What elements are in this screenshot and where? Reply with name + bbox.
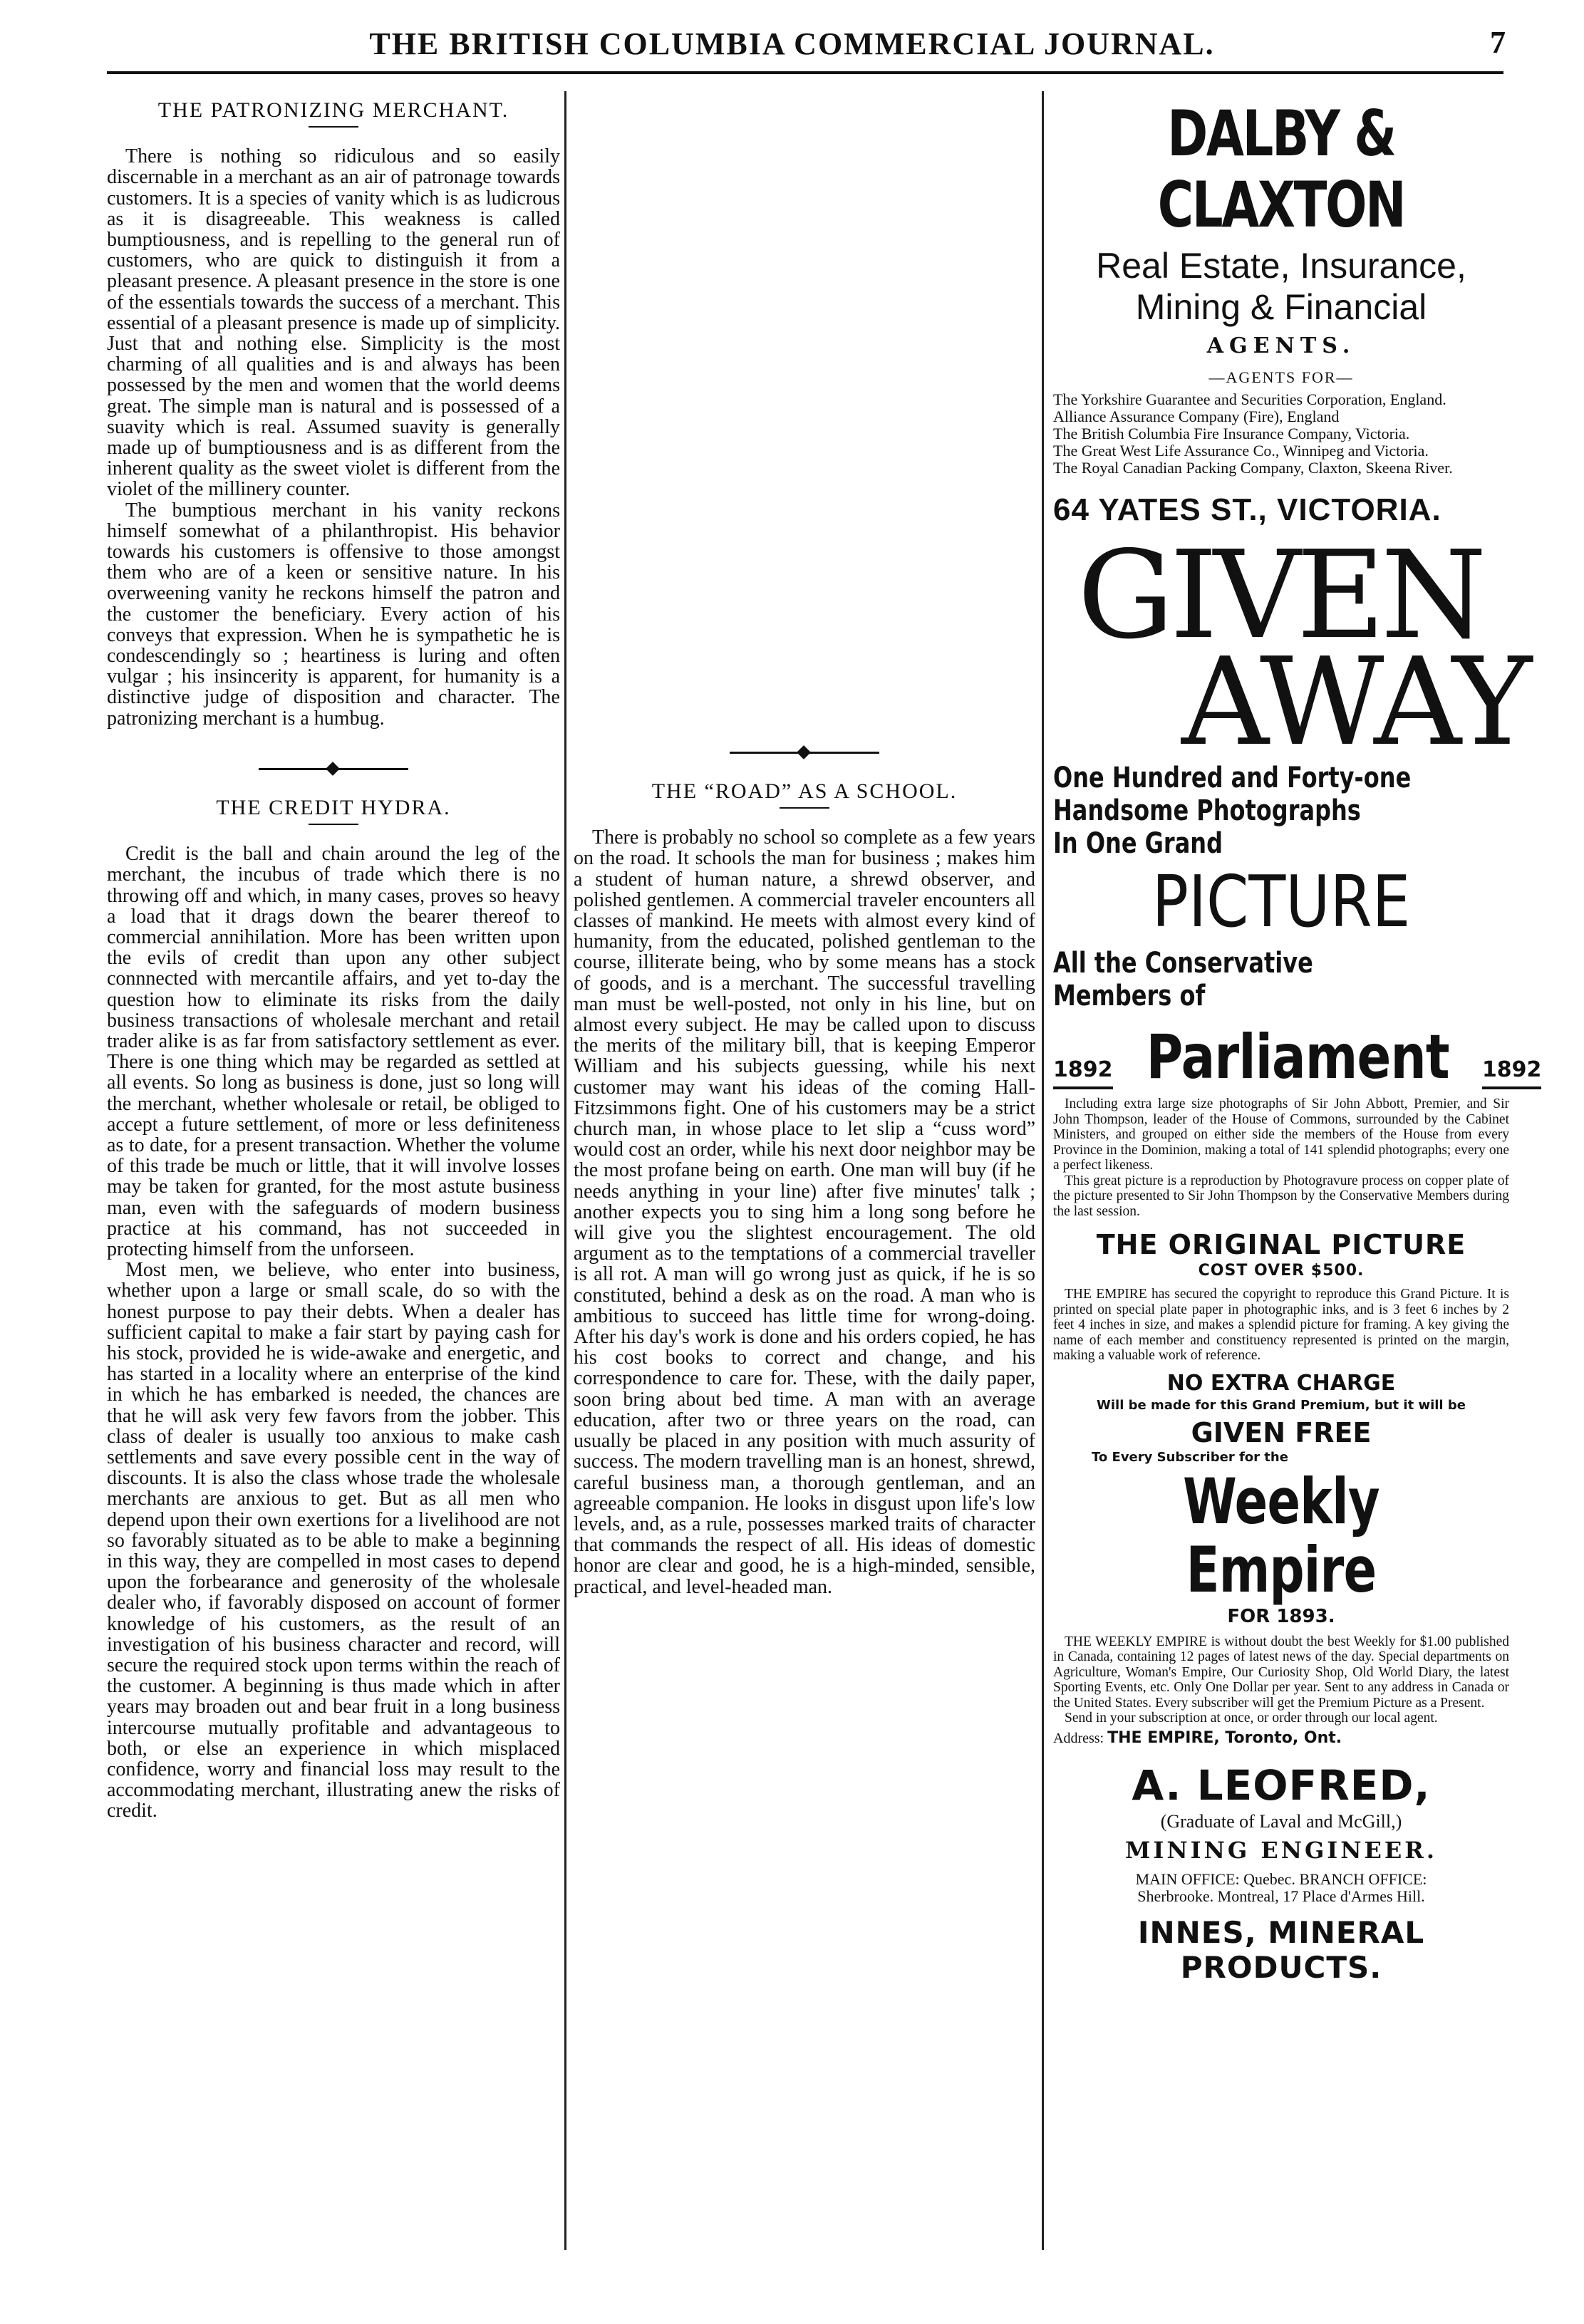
- article-title-patronizing: THE PATRONIZING MERCHANT.: [157, 98, 509, 122]
- ad-original-picture: THE ORIGINAL PICTURE: [1096, 1229, 1466, 1260]
- page-number: 7: [1490, 25, 1506, 60]
- ad-agents-heading: AGENTS.: [1206, 333, 1356, 358]
- ad-footer-banner: INNES, MINERAL PRODUCTS.: [1137, 1914, 1425, 1985]
- masthead: [0, 20, 1584, 70]
- section-ornament: [730, 749, 879, 755]
- ad-away-word: AWAY: [1181, 632, 1528, 773]
- header-rule: [107, 71, 1503, 74]
- ad-office-line: MAIN OFFICE: Quebec. BRANCH OFFICE:: [1135, 1869, 1427, 1888]
- ad-leofred: [1053, 1761, 1509, 1985]
- ad-year-right: 1892: [1482, 1057, 1542, 1089]
- paragraph: Credit is the ball and chain around the leg of the merchant, the incubus of trade which there is no throwing off and which, in many cases, proves so heavy a load that it drags down the bearer thereof to commercial annihilation. More has been written upon the evils of credit than upon any other subject connnected with mercantile affairs, and yet to-day the question how to eliminate its risks from the daily business transactions of wholesale merchant and retail trader alike is as far from satisfactory settlement as ever. There is one thing which may be regarded as settled at all events. So long as business is done, just so long will the merchant, whether wholesale or retail, be obliged to accept a future settlement, of more or less definiteness as to date, for a present transaction. Whether the volume of this trade be much or little, that it will involve losses may be taken for granted, for the most astute business man, even with the safeguards of modern business practice at his command, has not succeeded in protecting himself from the unforseen.: [107, 843, 560, 1260]
- ad-headline-line: Handsome Photographs: [1053, 794, 1361, 827]
- title-rule: [780, 807, 829, 809]
- ad-empire-address: [1053, 1729, 1509, 1747]
- ad-cost: COST OVER $500.: [1198, 1262, 1365, 1280]
- article-title-road: THE “ROAD” AS A SCHOOL.: [651, 779, 958, 803]
- advertisement-column: [1053, 91, 1542, 1985]
- article-title-credit: THE CREDIT HYDRA.: [216, 795, 451, 819]
- ad-dalby-address: 64 YATES ST., VICTORIA.: [1053, 492, 1441, 527]
- ad-headline-line: All the Conservative: [1053, 947, 1313, 980]
- ad-description: [1053, 1096, 1509, 1219]
- ad-leofred-title: MINING ENGINEER.: [1124, 1836, 1438, 1864]
- list-item: The Royal Canadian Packing Company, Claxton, Skeena River.: [1053, 459, 1453, 477]
- column-2: [574, 91, 1035, 1597]
- ad-leofred-name: A. LEOFRED,: [1132, 1760, 1431, 1810]
- ad-to-every-subscriber: To Every Subscriber for the: [1092, 1449, 1288, 1465]
- section-ornament: [259, 766, 408, 772]
- ad-paragraph: THE EMPIRE has secured the copyright to reproduce this Grand Picture. It is printed on special plate paper in photographic inks, and is 3 feet 6 inches by 2 feet 4 inches in size, and makes a splendid picture for framing. A key giving the name of each member and constituency represented is printed on the margin, making a valuable work of reference.: [1053, 1287, 1509, 1363]
- ad-agent-list: [1053, 391, 1509, 477]
- ad-given-away: [1053, 525, 1528, 773]
- paragraph: There is probably no school so complete as a few years on the road. It schools the man for business ; makes him a student of human nature, a shrewd observer, and polished gentlemen. A commercial traveler encounters all classes of mankind. He meets with almost every kind of humanity, from the educated, polished gentleman to the course, illiterate being, who by some means has a stock of goods, and is a merchant. The successful travelling man must be well-posted, not only in his line, but on almost every subject. He may be called upon to discuss the merits of the military bill, that is keeping Emperor William and his subjects guessing, while his next customer may want his ideas of the coming Hall-Fitzsimmons fight. One of his customers may be a strict church man, in whose place to let slip a “cuss word” would cost an order, while his next door neighbor may be the most profane being on earth. One man will buy (if he needs anything in your line) after five minutes' talk ; another expects you to sing him a long song before he will give you the slightest encouragement. The old argument as to the temptations of a commercial traveller is all rot. A man will go wrong just as quick, if he is so constituted, behind a desk as on the road. A man who is ambitious to succeed has little time for wrong-doing. After his day's work is done and his orders copied, he has his cost books to correct and change, and his correspondence to care for. These, with the daily paper, soon bring about bed time. A man with an average education, after two or three years on the road, can usually be placed in any position with much assurity of success. The modern travelling man is an honest, shrewd, careful business man, a thorough gentleman, and an agreeable companion. He looks in disgust upon life's low levels, and, as a rule, possesses marked traits of character that commands the respect of all. His ideas of domestic honor are clear and good, he is a high-minded, sensible, practical, and level-headed man.: [574, 826, 1035, 1598]
- list-item: Alliance Assurance Company (Fire), England: [1053, 408, 1340, 425]
- ad-leofred-offices: [1053, 1871, 1509, 1905]
- ad-headline-line: Members of: [1053, 980, 1206, 1012]
- ad-headline-2: [1053, 947, 1498, 1012]
- ad-given-word: GIVEN: [1077, 525, 1483, 666]
- column-divider-2: [1042, 91, 1044, 2250]
- list-item: The Great West Life Assurance Co., Winnipeg and Victoria.: [1053, 442, 1429, 460]
- ad-year-left: 1892: [1053, 1057, 1113, 1089]
- ad-address-value: THE EMPIRE, Toronto, Ont.: [1107, 1728, 1342, 1747]
- ad-description-3: [1053, 1634, 1509, 1726]
- ad-given-free: GIVEN FREE: [1191, 1416, 1372, 1448]
- ad-headline-line: In One Grand: [1053, 827, 1223, 860]
- ad-office-line: Sherbrooke. Montreal, 17 Place d'Armes Hill.: [1137, 1887, 1425, 1905]
- list-item: The British Columbia Fire Insurance Company, Victoria.: [1053, 425, 1410, 442]
- title-rule: [309, 126, 358, 128]
- ad-will-be-made: Will be made for this Grand Premium, but it will be: [1097, 1397, 1466, 1413]
- title-rule: [309, 824, 358, 825]
- ad-leofred-graduate: (Graduate of Laval and McGill,): [1160, 1810, 1402, 1832]
- paragraph-continued: [574, 91, 1035, 718]
- ad-dalby-name: DALBY & CLAXTON: [1157, 97, 1405, 242]
- journal-title: THE BRITISH COLUMBIA COMMERCIAL JOURNAL.: [369, 26, 1215, 61]
- ad-empire-premium: [1053, 525, 1542, 1747]
- ad-headline: [1053, 762, 1498, 860]
- ad-dalby-claxton: [1053, 98, 1509, 528]
- ad-for-1893: FOR 1893.: [1227, 1605, 1335, 1627]
- ad-paragraph: Including extra large size photographs of Sir John Abbott, Premier, and Sir John Thompson, leader of the House of Commons, surrounded by the Cabinet Ministers, and grouped on either side the members of the House from every Province in the Dominion, making a total of 141 splendid photographs; every one a perfect likeness.: [1053, 1096, 1509, 1173]
- column-divider-1: [564, 91, 566, 2250]
- ad-parliament-word: Parliament: [1146, 1022, 1449, 1093]
- ad-paragraph: Send in your subscription at once, or order through our local agent.: [1065, 1711, 1438, 1726]
- column-1: [107, 91, 560, 2136]
- ad-address-label: Address:: [1053, 1730, 1104, 1746]
- ad-weekly-empire: Weekly Empire: [1183, 1464, 1379, 1607]
- ad-dalby-line1: Real Estate, Insurance,: [1096, 246, 1466, 286]
- ad-description-2: [1053, 1287, 1509, 1364]
- paragraph: The bumptious merchant in his vanity reckons himself somewhat of a philanthropist. His behavior towards his customers is offensive to those amongst them who are of a keen or sensitive nature. In his overweening vanity he reckons himself the patron and the customer the beneficiary. Every action of his conveys that expression. When he is sympathetic he is condescendingly so ; heartiness is luring and often vulgar ; his insincerity is apparent, for humanity is a distinctive judge of disposition and character. The patronizing merchant is a humbug.: [107, 499, 560, 730]
- ad-no-extra-charge: NO EXTRA CHARGE: [1166, 1370, 1396, 1396]
- ad-headline-line: One Hundred and Forty-one: [1053, 762, 1412, 794]
- ad-dalby-line2: Mining & Financial: [1135, 287, 1427, 327]
- paragraph: There is nothing so ridiculous and so easily discernable in a merchant as an air of patronage towards customers. It is a species of vanity which is as ludicrous as it is disagreeable. This weakness is called bumptiousness, and is repelling to the general run of customers, who are quick to distinguish it from a pleasant presence. A pleasant presence in the store is one of the essentials towards the success of a merchant. This essential of a pleasant presence is made up of simplicity. Just that and nothing else. Simplicity is the most charming of all qualities and is and always has been possessed by the men and women that the world deems great. The simple man is natural and is possessed of a suavity which is real. Assumed suavity is generally made up of bumptiousness and is as different from the inherent quality as the sweet violet is different from the violet of the millinery counter.: [107, 145, 560, 501]
- ad-paragraph: This great picture is a reproduction by Photogravure process on copper plate of the picture presented to Sir John Thompson by the Conservative Members during the last session.: [1053, 1173, 1509, 1219]
- ad-agents-for: —AGENTS FOR—: [1208, 368, 1354, 386]
- ad-paragraph: THE WEEKLY EMPIRE is without doubt the best Weekly for $1.00 published in Canada, containing 12 pages of latest news of the day. Special departments on Agriculture, Woman's Empire, Our Curiosity Shop, Old World Diary, the latest Sporting Events, etc. Only One Dollar per year. Sent to any address in Canada or the United States. Every subscriber will get the Premium Picture as a Present.: [1053, 1634, 1509, 1711]
- paragraph: Most men, we believe, who enter into business, whether upon a large or small scale, do so with the honest purpose to pay their debts. When a dealer has sufficient capital to make a fair start by paying cash for his stock, provided he is wide-awake and energetic, and has started in a locality where an enterprise of the kind in which he has embarked is needed, the chances are that he will ask very few favors from the jobber. This class of dealer is usually too anxious to make cash settlements and save every possible cent in the way of discounts. It is also the class whose trade the wholesale merchants are anxious to get. But as all men who depend upon their own exertions for a livelihood are not so favorably situated as to be able to make a beginning in this way, they are compelled in most cases to depend upon the forbearance and generosity of the wholesale dealer who, if favorably disposed on account of former knowledge of his customers, as the result of an investigation of his business character and record, will secure the required stock upon terms within the reach of the customer. A beginning is thus made which in after years may broaden out and bear fruit in a long business intercourse mutually profitable and advantageous to both, or else an experience in which misplaced confidence, worry and financial loss may result to the accommodating merchant, illustrating anew the risks of credit.: [107, 1260, 560, 1822]
- ad-picture-word: PICTURE: [1151, 860, 1411, 943]
- list-item: The Yorkshire Guarantee and Securities Corporation, England.: [1053, 390, 1446, 408]
- ad-parliament-banner: [1053, 1022, 1542, 1093]
